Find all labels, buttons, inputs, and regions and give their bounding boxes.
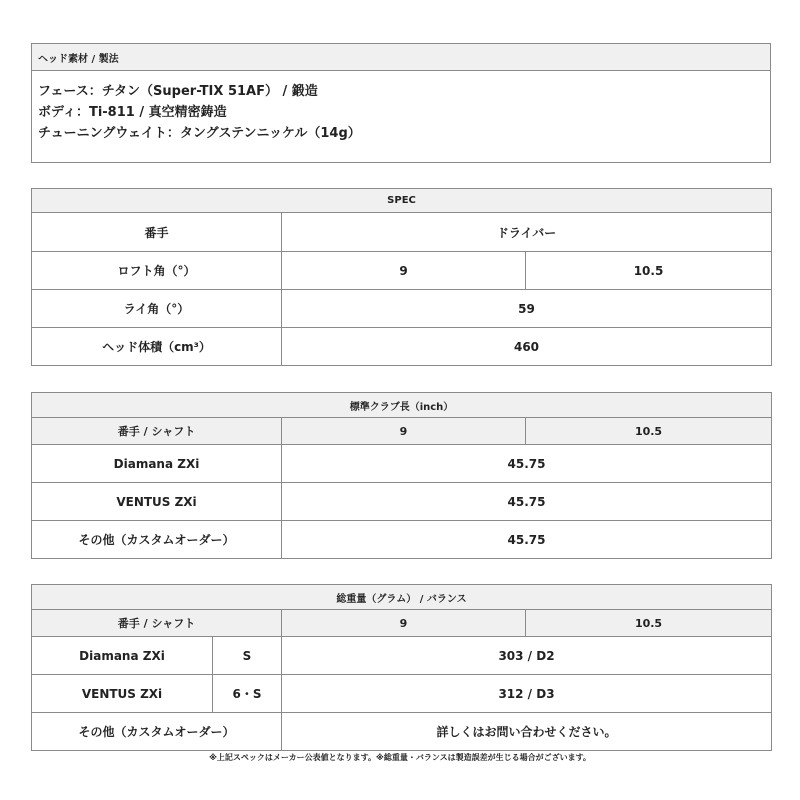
row-label: 番手 [32,213,282,252]
row-label: ヘッド体積（cm³） [32,328,282,366]
row-label: その他（カスタムオーダー） [32,713,282,751]
table-row [32,445,772,483]
flex-value: S [213,637,282,675]
row-value: 45.75 [282,445,772,483]
sub-header: 9 [282,418,526,445]
row-label: VENTUS ZXi [32,675,213,713]
head-material-table [31,43,771,163]
sub-header: 9 [282,610,526,637]
row-value: 45.75 [282,521,772,559]
sub-header: 番手 / シャフト [32,418,282,445]
material-line: フェース：チタン（Super-TIX 51AF） / 鍛造 [38,84,318,99]
table-row [32,713,772,751]
row-label: ライ角（°） [32,290,282,328]
table-row [32,675,772,713]
table-header: SPEC [32,189,772,213]
row-label: Diamana ZXi [32,445,282,483]
row-value: ドライバー [282,213,772,252]
table-row [32,483,772,521]
row-value: 45.75 [282,483,772,521]
row-value: 460 [282,328,772,366]
table-header: ヘッド素材 / 製法 [32,44,771,71]
row-value: 9 [282,252,526,290]
flex-value: 6・S [213,675,282,713]
material-line: ボディ：Ti-811 / 真空精密鋳造 [38,105,227,120]
row-value: 詳しくはお問い合わせください。 [282,713,772,751]
table-row [32,328,772,366]
table-row [32,290,772,328]
row-value: 59 [282,290,772,328]
material-line: チューニングウェイト：タングステンニッケル（14g） [38,126,361,141]
table-row [32,637,772,675]
table-row [32,252,772,290]
row-label: ロフト角（°） [32,252,282,290]
row-label: Diamana ZXi [32,637,213,675]
sub-header: 10.5 [526,610,772,637]
row-value: 312 / D3 [282,675,772,713]
footnote: ※上記スペックはメーカー公表値となります。※総重量・バランスは製造誤差が生じる場合がございます。 [209,753,591,762]
table-header: 標準クラブ長（inch） [32,393,772,418]
row-label: VENTUS ZXi [32,483,282,521]
sub-header: 10.5 [526,418,772,445]
table-row [32,213,772,252]
table-header: 総重量（グラム） / バランス [32,585,772,610]
spec-table [31,188,772,366]
row-value: 10.5 [526,252,772,290]
table-row [32,521,772,559]
row-label: その他（カスタムオーダー） [32,521,282,559]
material-details [32,71,771,163]
club-length-table [31,392,772,559]
weight-balance-table [31,584,772,751]
row-value: 303 / D2 [282,637,772,675]
sub-header: 番手 / シャフト [32,610,282,637]
